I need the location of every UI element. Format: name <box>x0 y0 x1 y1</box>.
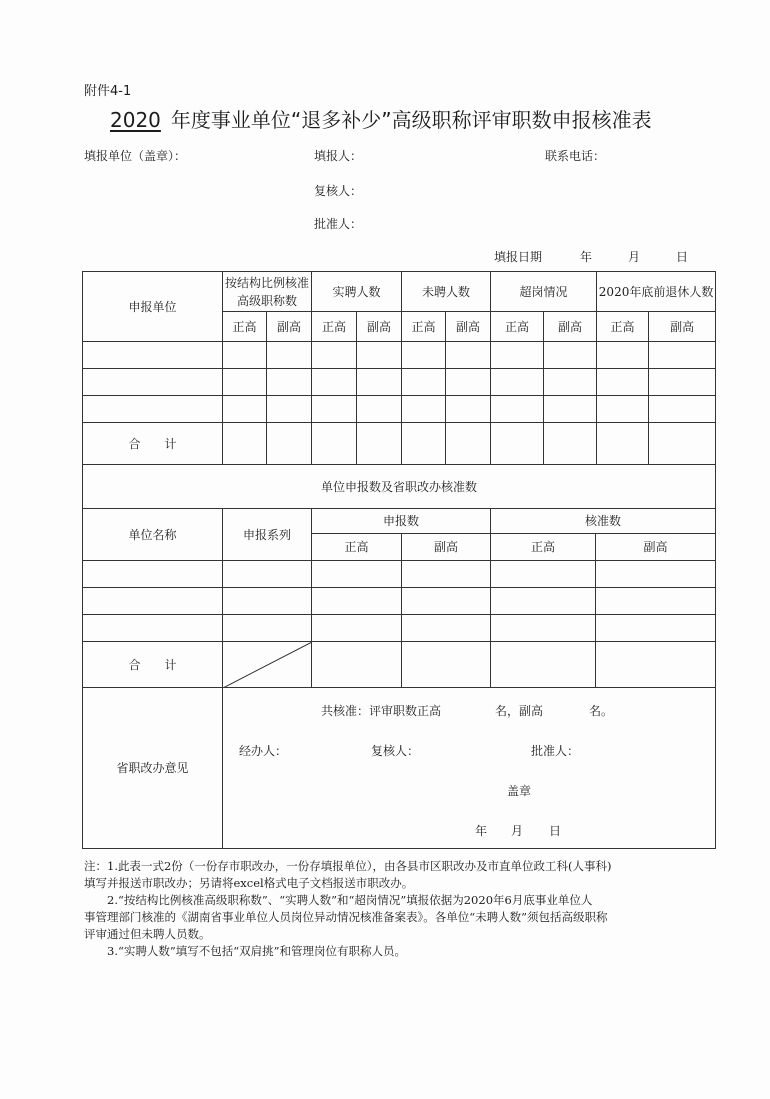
title-text: 年度事业单位“退多补少”高级职称评审职数申报核准表 <box>170 108 652 132</box>
header-retiring: 2020年底前退休人数 <box>597 272 716 312</box>
table-cell[interactable] <box>357 423 402 465</box>
table-cell[interactable] <box>596 615 716 642</box>
sub-fu: 副高 <box>596 534 716 561</box>
note-line: 事管理部门核准的《湖南省事业单位人员岗位异动情况核准备案表》。各单位“未聘人数”须包括高级职称 <box>84 910 608 924</box>
phone-label: 联系电话： <box>545 149 606 163</box>
sub-zheng: 正高 <box>223 312 267 342</box>
header-approve: 核准数 <box>491 509 716 534</box>
table-row <box>83 396 716 423</box>
table-cell[interactable] <box>596 561 716 588</box>
table-cell[interactable] <box>402 561 491 588</box>
note-line: 填写并报送市职改办；另请将excel格式电子文档报送市职改办。 <box>84 876 414 890</box>
date-label: 填报日期 <box>494 250 543 264</box>
table-cell[interactable] <box>491 642 596 688</box>
table-cell[interactable] <box>446 396 491 423</box>
note-line: 评审通过但未聘人员数。 <box>84 927 211 941</box>
table-cell[interactable] <box>83 342 223 369</box>
table-cell[interactable] <box>83 615 223 642</box>
note-line: 注：1.此表一式2份（一份存市职改办，一份存填报单位），由各县市区职改办及市直单位政工科(人事科) <box>84 859 612 873</box>
table-cell[interactable] <box>491 396 544 423</box>
table-cell[interactable] <box>491 615 596 642</box>
table-cell[interactable] <box>491 561 596 588</box>
table-cell[interactable] <box>446 342 491 369</box>
sub-fu: 副高 <box>402 534 491 561</box>
table-cell[interactable] <box>544 369 597 396</box>
table-cell[interactable] <box>491 588 596 615</box>
table-cell[interactable] <box>544 423 597 465</box>
table-cell[interactable] <box>223 396 267 423</box>
total-label: 合 计 <box>83 423 223 465</box>
opinion-label: 省职改办意见 <box>83 688 223 849</box>
table-cell[interactable] <box>223 369 267 396</box>
table-cell[interactable] <box>312 561 402 588</box>
date-year: 年 <box>580 250 593 264</box>
table-cell[interactable] <box>267 423 312 465</box>
table-cell[interactable] <box>402 396 446 423</box>
table-cell[interactable] <box>312 396 357 423</box>
sub-zheng: 正高 <box>312 534 402 561</box>
total-row <box>83 423 716 465</box>
approver-label: 批准人： <box>531 744 580 758</box>
table-cell[interactable] <box>83 588 223 615</box>
table-cell[interactable] <box>312 615 402 642</box>
table-cell[interactable] <box>402 342 446 369</box>
page-title <box>96 104 652 133</box>
table-cell[interactable] <box>649 342 716 369</box>
table-cell[interactable] <box>649 369 716 396</box>
sub-fu: 副高 <box>649 312 716 342</box>
sub-fu: 副高 <box>446 312 491 342</box>
table-cell[interactable] <box>402 369 446 396</box>
table-cell[interactable] <box>649 396 716 423</box>
table-cell[interactable] <box>597 396 649 423</box>
notes <box>84 858 724 960</box>
filler-label: 填报人： <box>314 149 363 163</box>
table-cell[interactable] <box>402 642 491 688</box>
sub-zheng: 正高 <box>402 312 446 342</box>
table-cell[interactable] <box>223 561 312 588</box>
sub-fu: 副高 <box>267 312 312 342</box>
seal-label: 盖章 <box>507 784 532 798</box>
header-unit-name: 单位名称 <box>83 509 223 561</box>
title-year: 2020 <box>110 108 161 132</box>
reviewer-label: 复核人： <box>314 184 363 198</box>
opinion-line1-b: 名，副高 <box>495 704 544 718</box>
unit-label: 填报单位（盖章）： <box>84 149 187 163</box>
attachment-label: 附件4-1 <box>84 84 132 99</box>
diagonal-cell <box>223 642 312 688</box>
table-row <box>83 615 716 642</box>
handler-label: 经办人： <box>239 744 288 758</box>
sub-fu: 副高 <box>544 312 597 342</box>
header-unit: 申报单位 <box>83 272 223 342</box>
table-cell[interactable] <box>596 642 716 688</box>
header-structure-quota: 按结构比例核准高级职称数 <box>223 272 312 312</box>
table-cell[interactable] <box>491 342 544 369</box>
table-cell[interactable] <box>597 342 649 369</box>
table-cell[interactable] <box>649 423 716 465</box>
date-day: 日 <box>676 250 689 264</box>
date-month: 月 <box>628 250 641 264</box>
sub-fu: 副高 <box>357 312 402 342</box>
table-cell[interactable] <box>312 423 357 465</box>
table-cell[interactable] <box>357 342 402 369</box>
table-cell[interactable] <box>446 369 491 396</box>
opinion-year: 年 <box>475 824 488 838</box>
sub-zheng: 正高 <box>312 312 357 342</box>
note-line: 3.“实聘人数”填写不包括“双肩挑”和管理岗位有职称人员。 <box>84 944 406 958</box>
table-cell[interactable] <box>267 342 312 369</box>
table-cell[interactable] <box>357 369 402 396</box>
sub-zheng: 正高 <box>491 312 544 342</box>
table-cell[interactable] <box>597 423 649 465</box>
table-cell[interactable] <box>267 396 312 423</box>
table-cell[interactable] <box>446 423 491 465</box>
table-cell[interactable] <box>402 588 491 615</box>
opinion-cell <box>223 688 716 849</box>
table-cell[interactable] <box>312 588 402 615</box>
table-cell[interactable] <box>267 369 312 396</box>
approval-table <box>82 508 716 849</box>
table-cell[interactable] <box>312 369 357 396</box>
table-cell[interactable] <box>223 588 312 615</box>
table-row <box>83 561 716 588</box>
table-cell[interactable] <box>402 615 491 642</box>
opinion-day: 日 <box>549 824 562 838</box>
table-cell[interactable] <box>223 423 267 465</box>
opinion-line1-c: 名。 <box>589 704 614 718</box>
total-row <box>83 642 716 688</box>
sub-zheng: 正高 <box>491 534 596 561</box>
table-cell[interactable] <box>596 588 716 615</box>
quota-table <box>82 271 716 509</box>
opinion-line1-a: 共核准：评审职数正高 <box>321 704 442 718</box>
table-cell[interactable] <box>83 561 223 588</box>
table-cell[interactable] <box>223 342 267 369</box>
note-line: 2.“按结构比例核准高级职称数”、“实聘人数”和“超岗情况”填报依据为2020年6月底事业单位人 <box>84 893 593 907</box>
table-row <box>83 588 716 615</box>
table-cell[interactable] <box>83 396 223 423</box>
table-cell[interactable] <box>357 396 402 423</box>
table-cell[interactable] <box>544 396 597 423</box>
table-row <box>83 369 716 396</box>
total-label: 合 计 <box>83 642 223 688</box>
opinion-month: 月 <box>511 824 524 838</box>
reviewer-label: 复核人： <box>371 744 420 758</box>
approver-label: 批准人： <box>314 217 363 231</box>
section-title: 单位申报数及省职改办核准数 <box>83 465 716 509</box>
table-cell[interactable] <box>223 615 312 642</box>
table-cell[interactable] <box>597 369 649 396</box>
table-row <box>83 342 716 369</box>
header-series: 申报系列 <box>223 509 312 561</box>
header-unhired: 未聘人数 <box>402 272 491 312</box>
table-cell[interactable] <box>312 642 402 688</box>
table-cell[interactable] <box>83 369 223 396</box>
diagonal-line <box>223 642 312 688</box>
table-cell[interactable] <box>491 423 544 465</box>
table-cell[interactable] <box>312 342 357 369</box>
header-overstaff: 超岗情况 <box>491 272 597 312</box>
table-cell[interactable] <box>544 342 597 369</box>
sub-zheng: 正高 <box>597 312 649 342</box>
header-hired: 实聘人数 <box>312 272 402 312</box>
header-declare: 申报数 <box>312 509 491 534</box>
table-cell[interactable] <box>402 423 446 465</box>
table-cell[interactable] <box>491 369 544 396</box>
